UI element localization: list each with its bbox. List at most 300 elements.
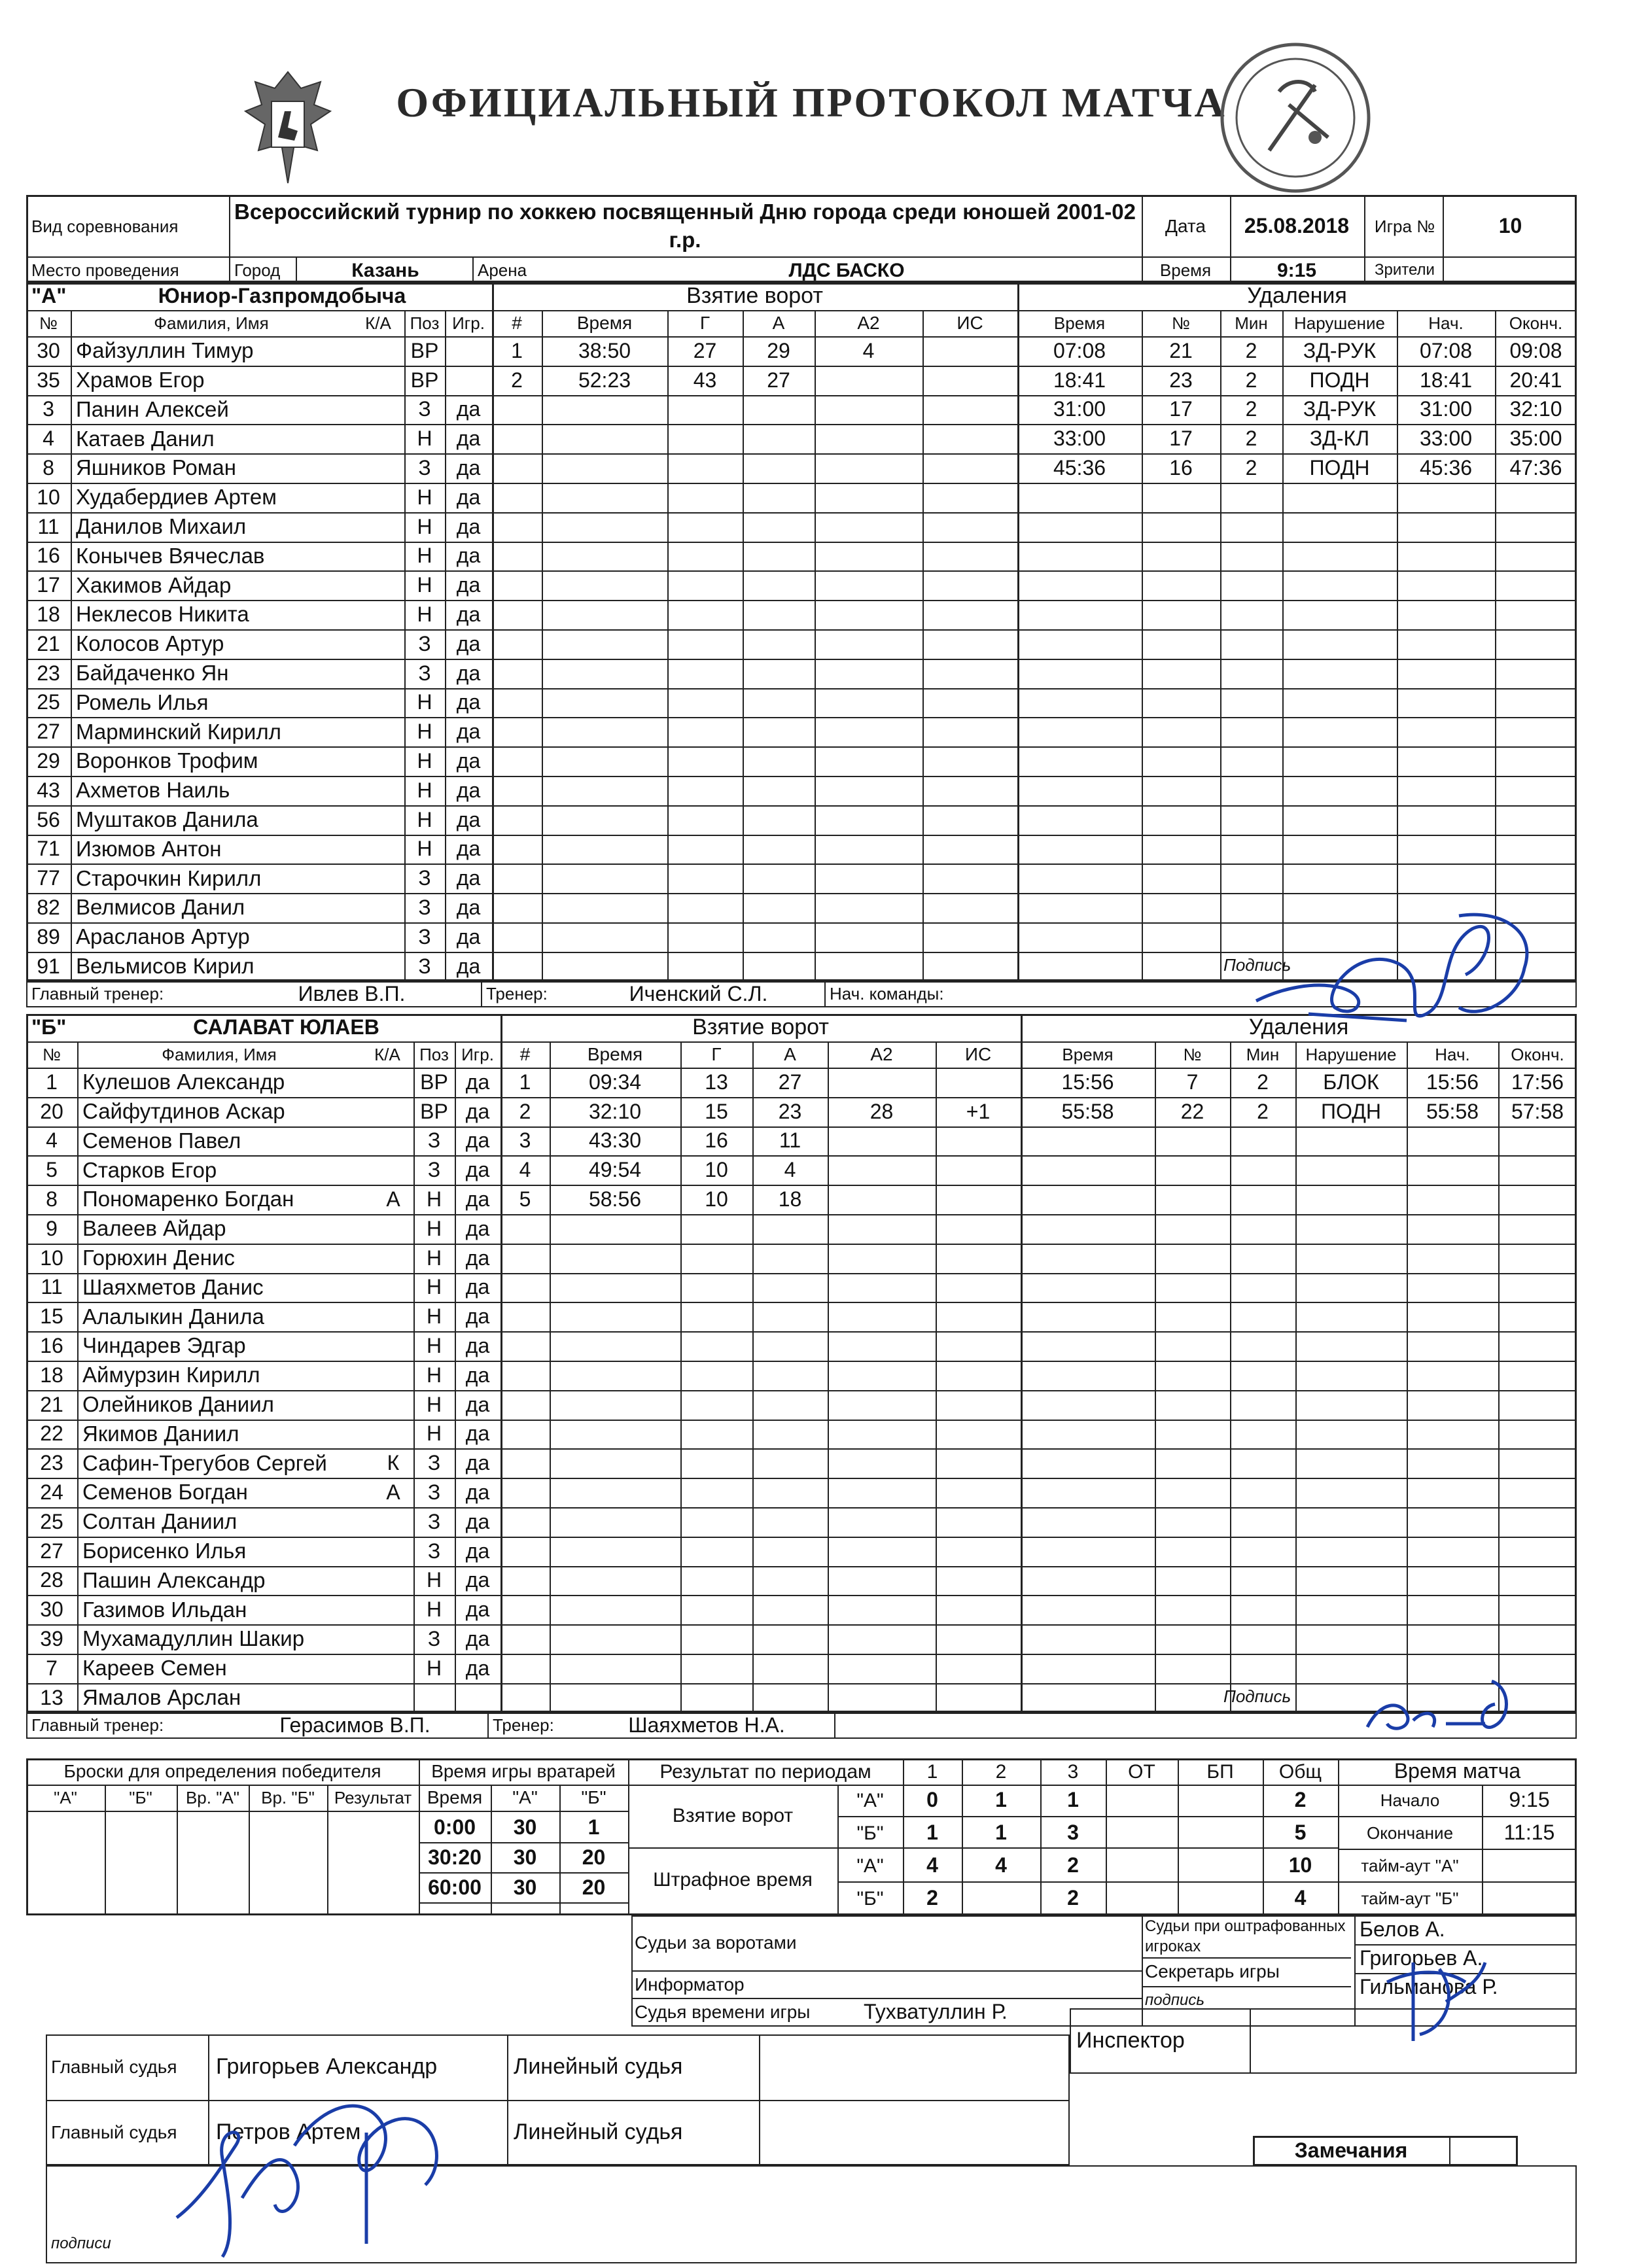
goal-time: 32:10 [588, 1099, 642, 1123]
player-captain-mark [365, 366, 403, 395]
goal-a2: 4 [862, 338, 875, 362]
periods-title: Результат по периодам [659, 1760, 871, 1783]
penalties-title: Удаления [1247, 283, 1347, 309]
grid-line [492, 483, 1017, 484]
grid-line [500, 1566, 1021, 1567]
player-played: да [465, 1304, 490, 1329]
grid-line [667, 310, 669, 981]
penalty-no: 17 [1169, 397, 1193, 421]
grid-line [1482, 1785, 1483, 1915]
team-letter: "А" [31, 284, 67, 308]
penalties-title: Удаления [1248, 1015, 1349, 1040]
player-position: З [427, 1128, 441, 1153]
player-number: 15 [40, 1304, 63, 1329]
player-name: Конычев Вячеслав [76, 543, 265, 568]
period-col-header: ОТ [1128, 1760, 1155, 1783]
penalty-inf: ПОДН [1309, 368, 1370, 392]
player-position: Н [426, 1363, 442, 1387]
player-played [445, 366, 492, 395]
player-number: 25 [40, 1509, 63, 1533]
goal-n: 2 [519, 1099, 531, 1123]
player-played: да [465, 1509, 490, 1533]
period-score-cell: 5 [1294, 1821, 1307, 1845]
player-position: Н [426, 1216, 442, 1240]
player-played: да [456, 631, 481, 655]
player-name: Марминский Кирилл [76, 719, 281, 744]
signature-label: Подпись [1223, 955, 1291, 975]
goal-a2 [828, 1068, 936, 1097]
goal-n: 2 [511, 368, 523, 392]
player-name: Газимов Ильдан [82, 1597, 247, 1622]
player-number: 4 [46, 1128, 58, 1153]
grid-line [1155, 1041, 1156, 1713]
period-score-cell: 1 [1067, 1788, 1079, 1812]
player-position: З [418, 895, 431, 919]
secretary-signature-icon [1374, 1943, 1492, 2054]
goal-col-header: А2 [870, 1043, 893, 1064]
penalty-no: 16 [1169, 455, 1193, 480]
shootout-col-header: Вр. "Б" [261, 1787, 315, 1807]
penalty-min: 2 [1245, 455, 1257, 480]
period-score-cell: 1 [995, 1788, 1007, 1812]
col-no-header: № [43, 1044, 61, 1064]
penalty-end: 35:00 [1509, 427, 1562, 451]
player-number: 35 [37, 368, 60, 392]
penalty-inf: ПОДН [1309, 455, 1370, 480]
penalty-col-header: Оконч. [1509, 313, 1563, 333]
goal-a: 11 [779, 1128, 801, 1153]
head-coach-label: Главный тренер: [31, 984, 164, 1004]
player-position: Н [426, 1392, 442, 1416]
player-played: да [465, 1128, 490, 1153]
player-name: Файзуллин Тимур [76, 338, 254, 363]
penalty-end: 57:58 [1511, 1099, 1564, 1123]
grid-line [500, 1683, 1021, 1684]
grid-line [1021, 1595, 1577, 1596]
player-captain-mark [374, 1273, 412, 1302]
period-score-cell [1178, 1883, 1263, 1914]
player-played: да [465, 1451, 490, 1475]
referee-2-label: Главный судья [51, 2121, 177, 2142]
head-coach-value: Герасимов В.П. [279, 1713, 430, 1737]
goal-col-header: А [772, 312, 785, 333]
penalty-no: 22 [1180, 1099, 1204, 1123]
linesman-2-label: Линейный судья [514, 2120, 683, 2145]
goal-a: 29 [767, 338, 790, 362]
period-score-cell [1106, 1817, 1178, 1849]
player-played: да [465, 1363, 490, 1387]
period-col-header: 3 [1067, 1760, 1079, 1783]
head-coach-value: Ивлев В.П. [298, 982, 406, 1005]
grid-line [1021, 1302, 1577, 1303]
sign-label: подпись [1145, 1991, 1204, 2009]
goal-a: 27 [778, 1070, 802, 1094]
player-played [455, 1683, 500, 1713]
penalty-col-header: Нач. [1435, 1044, 1470, 1064]
penalty-min: 2 [1245, 397, 1257, 421]
goal-is [936, 1126, 1021, 1156]
grid-line [1017, 659, 1577, 660]
player-position: З [427, 1451, 441, 1475]
player-played: да [456, 455, 481, 480]
penalty-col-header: Мин [1235, 313, 1268, 333]
player-number: 11 [41, 1275, 63, 1299]
referee-1-name: Григорьев Александр [216, 2054, 438, 2080]
shootout-col-header: Результат [334, 1787, 412, 1807]
player-number: 82 [37, 895, 60, 919]
spectators-label: Зрители [1375, 260, 1435, 279]
player-name: Пашин Александр [82, 1567, 266, 1592]
player-captain-mark [365, 336, 403, 366]
player-position: Н [426, 1246, 442, 1270]
player-name: Байдаченко Ян [76, 661, 229, 686]
grid-line [1021, 1537, 1577, 1538]
player-captain-mark [374, 1244, 412, 1273]
player-name: Алалыкин Данила [82, 1304, 264, 1329]
player-played: да [456, 866, 481, 890]
goalie-col-header: Время [427, 1787, 483, 1807]
goal-g: 13 [705, 1070, 728, 1094]
informer-label: Информатор [635, 1974, 745, 1995]
player-played: да [456, 602, 481, 626]
player-name: Панин Алексей [76, 396, 229, 421]
venue-label: Место проведения [31, 260, 179, 280]
goal-is: +1 [966, 1099, 991, 1123]
period-row-team: "Б" [856, 1822, 884, 1844]
player-number: 29 [37, 748, 60, 773]
grid-line [542, 310, 543, 981]
grid-line [1017, 864, 1577, 865]
time-label: Время [1159, 260, 1212, 280]
grid-line [1021, 1155, 1577, 1157]
player-name: Муштаков Данила [76, 807, 258, 832]
grid-line [500, 1331, 1021, 1333]
player-name: Мухамадуллин Шакир [82, 1626, 305, 1651]
player-played: да [456, 514, 481, 538]
player-name: Кареев Семен [82, 1656, 227, 1681]
grid-line [419, 1811, 628, 1812]
player-position: З [418, 924, 431, 949]
penalty-min: 2 [1245, 368, 1257, 392]
player-position: З [427, 1509, 441, 1533]
player-number: 27 [37, 720, 60, 744]
goalie-time-cell: 60:00 [428, 1875, 482, 1900]
goalie-time-title: Время игры вратарей [431, 1760, 616, 1781]
player-played: да [465, 1656, 490, 1680]
grid-line [1230, 1041, 1231, 1713]
signature-label: Подпись [1223, 1686, 1291, 1707]
player-number: 24 [40, 1480, 63, 1504]
player-played: да [456, 661, 481, 685]
goal-col-header: А [784, 1043, 796, 1064]
goal-time: 43:30 [588, 1128, 642, 1153]
player-name: Арасланов Артур [76, 924, 250, 949]
player-played: да [456, 573, 481, 597]
player-played: да [456, 397, 481, 421]
grid-line [1017, 835, 1577, 836]
player-captain-mark [374, 1507, 412, 1537]
period-score-cell: 1 [995, 1821, 1007, 1845]
period-score-cell: 4 [1294, 1886, 1307, 1910]
grid-line [1017, 542, 1577, 543]
player-position: ВР [420, 1099, 448, 1123]
player-captain-mark: А [386, 1480, 400, 1504]
grid-line [1021, 1273, 1577, 1274]
city-value: Казань [351, 259, 419, 281]
grid-line [1021, 1448, 1577, 1450]
player-played: да [465, 1392, 490, 1416]
player-position: Н [426, 1568, 442, 1592]
player-played: да [465, 1568, 490, 1592]
competition-label: Вид соревнования [31, 216, 179, 236]
goal-a: 27 [767, 368, 790, 392]
player-position: Н [417, 573, 432, 597]
grid-line [834, 1713, 835, 1739]
grid-line [1017, 776, 1577, 777]
goal-n: 5 [519, 1187, 531, 1211]
grid-line [500, 1244, 1021, 1245]
penalty-time: 55:58 [1061, 1099, 1114, 1123]
match-time-label: тайм-аут "Б" [1361, 1888, 1459, 1908]
goalie-time-cell: 20 [582, 1875, 606, 1900]
coach-label: Тренер: [486, 984, 548, 1004]
player-name: Борисенко Илья [82, 1539, 247, 1563]
period-row-team: "А" [856, 1855, 884, 1877]
coach-value: Шаяхметов Н.А. [628, 1713, 785, 1737]
penalty-start: 45:36 [1419, 455, 1473, 480]
goal-is [922, 336, 1017, 366]
goal-col-header: Г [711, 1043, 722, 1064]
goal-a: 23 [778, 1099, 802, 1123]
player-played: да [465, 1539, 490, 1563]
player-played: да [465, 1422, 490, 1446]
player-position: Н [417, 720, 432, 744]
goal-n: 4 [519, 1158, 531, 1182]
goal-col-header: ИС [964, 1043, 992, 1064]
player-number: 56 [37, 807, 60, 831]
player-captain-mark [374, 1126, 412, 1156]
player-name: Шаяхметов Данис [82, 1274, 264, 1299]
period-col-header: БП [1206, 1760, 1234, 1783]
grid-line [1021, 1214, 1577, 1215]
period-score-cell [962, 1883, 1040, 1914]
player-name: Семенов Павел [82, 1128, 241, 1153]
player-captain-mark [374, 1302, 412, 1331]
player-captain-mark [365, 395, 403, 425]
player-played: да [456, 837, 481, 861]
player-number: 21 [40, 1392, 63, 1416]
grid-line [492, 395, 1017, 396]
penalty-inf: ЗД-КЛ [1309, 427, 1370, 451]
player-name: Колосов Артур [76, 631, 224, 656]
player-name: Ахметов Наиль [76, 778, 230, 803]
grid-line [492, 776, 1017, 777]
player-played: да [456, 924, 481, 949]
player-captain-mark [374, 1068, 412, 1097]
match-time-label: тайм-аут "А" [1361, 1855, 1459, 1875]
penalty-col-header: № [1172, 313, 1190, 333]
penalty-min: 2 [1245, 338, 1257, 362]
grid-line [1021, 1244, 1577, 1245]
goal-judges-label: Судьи за воротами [635, 1932, 797, 1953]
col-name-header: Фамилия, Имя [162, 1044, 277, 1064]
grid-line [492, 835, 1017, 836]
match-time-value [1482, 1850, 1577, 1881]
goal-time: 58:56 [588, 1187, 642, 1211]
penalty-end: 09:08 [1509, 338, 1562, 362]
grid-line [1295, 1041, 1297, 1713]
player-captain-mark [365, 952, 403, 981]
period-score-cell: 2 [1294, 1788, 1307, 1812]
player-position: З [427, 1158, 441, 1182]
player-number: 27 [40, 1539, 63, 1563]
grid-line [177, 1785, 178, 1915]
player-name: Ромель Илья [76, 689, 209, 714]
grid-line [1021, 1126, 1577, 1128]
match-time-label: Начало [1380, 1790, 1440, 1810]
penalty-col-header: Мин [1246, 1044, 1280, 1064]
goal-col-header: # [519, 1043, 531, 1064]
federation-emblem-icon [236, 65, 340, 190]
match-time-title: Время матча [1394, 1759, 1521, 1783]
grid-line [1021, 1624, 1577, 1626]
shootout-col-header: Вр. "А" [185, 1787, 240, 1807]
period-score-cell [1106, 1883, 1178, 1914]
grid-line [492, 864, 1017, 865]
grid-line [249, 1785, 250, 1915]
player-captain-mark [365, 542, 403, 571]
period-score-cell: 4 [926, 1853, 938, 1877]
goal-col-header: Время [587, 1043, 643, 1064]
grid-line [492, 717, 1017, 718]
competition-value: Всероссийский турнир по хоккею посвященный Дню города среди юношей 2001-02 г.р. [234, 200, 1136, 252]
player-played: да [465, 1333, 490, 1357]
player-number: 4 [43, 427, 54, 451]
goalie-time-cell: 20 [582, 1845, 606, 1870]
penalty-end: 47:36 [1509, 455, 1562, 480]
player-number: 39 [40, 1626, 63, 1650]
col-ka-header: К/А [374, 1044, 400, 1064]
grid-line [1449, 2136, 1450, 2166]
grid-line [500, 1624, 1021, 1626]
grid-line [1021, 1478, 1577, 1479]
grid-line [492, 542, 1017, 543]
goal-is [936, 1185, 1021, 1214]
remarks-label: Замечания [1294, 2138, 1408, 2163]
grid-line [492, 659, 1017, 660]
grid-line [500, 1537, 1021, 1538]
grid-line [500, 1361, 1021, 1362]
player-played: да [465, 1187, 490, 1211]
player-number: 23 [37, 661, 60, 685]
player-name: Данилов Михаил [76, 514, 247, 539]
player-played: да [456, 690, 481, 714]
timekeeper-value: Тухватуллин Р. [864, 2000, 1008, 2024]
player-position: Н [417, 690, 432, 714]
player-number: 77 [37, 866, 60, 890]
player-position: З [418, 661, 431, 685]
player-position: Н [417, 544, 432, 568]
period-score-cell [1178, 1785, 1263, 1816]
linesman-1-label: Линейный судья [514, 2054, 683, 2080]
player-position: З [418, 455, 431, 480]
grid-line [26, 1811, 419, 1812]
goalie-time-cell: 30 [513, 1845, 537, 1870]
grid-line [815, 310, 816, 981]
grid-line [500, 1478, 1021, 1479]
player-number: 18 [40, 1363, 63, 1387]
grid-line [492, 600, 1017, 601]
player-name: Сайфутдинов Аскар [82, 1099, 285, 1124]
penalty-no: 23 [1169, 368, 1193, 392]
player-number: 13 [40, 1685, 63, 1709]
penalty-col-header: № [1183, 1044, 1202, 1064]
player-played: да [465, 1275, 490, 1299]
player-played: да [456, 544, 481, 568]
spectators-value [1444, 258, 1577, 283]
team-letter: "Б" [31, 1015, 67, 1039]
grid-line [922, 310, 924, 981]
player-position: ВР [420, 1070, 448, 1094]
shootout-title: Броски для определения победителя [63, 1760, 381, 1781]
grid-line [492, 424, 1017, 425]
player-position: Н [417, 602, 432, 626]
grid-line [492, 512, 1017, 514]
goal-time: 49:54 [588, 1158, 642, 1182]
team-name: Юниор-Газпромдобыча [158, 284, 406, 308]
player-number: 20 [40, 1099, 63, 1123]
player-name: Чиндарев Эдгар [82, 1333, 246, 1358]
grid-line [1021, 1654, 1577, 1655]
player-played: да [465, 1626, 490, 1650]
grid-line [1021, 1420, 1577, 1421]
col-igr-header: Игр. [461, 1044, 494, 1064]
player-number: 22 [40, 1422, 63, 1446]
penalty-col-header: Нарушение [1305, 1044, 1397, 1064]
referee-1-label: Главный судья [51, 2056, 177, 2077]
penalty-no: 7 [1186, 1070, 1199, 1094]
player-name: Солтан Даниил [82, 1509, 237, 1534]
goal-time: 09:34 [588, 1070, 642, 1094]
grid-line [492, 952, 1017, 953]
player-captain-mark [374, 1654, 412, 1683]
player-position: З [418, 631, 431, 655]
period-col-header: Общ [1278, 1760, 1322, 1783]
player-captain-mark [365, 629, 403, 659]
player-number: 30 [37, 338, 60, 362]
penalty-start: 15:56 [1426, 1070, 1479, 1094]
player-captain-mark [365, 864, 403, 893]
goals-title: Взятие ворот [686, 283, 823, 309]
player-number: 30 [40, 1597, 63, 1622]
coach-value: Иченский С.Л. [629, 982, 768, 1005]
grid-line [500, 1420, 1021, 1421]
player-number: 7 [46, 1656, 58, 1680]
player-position: Н [417, 514, 432, 538]
grid-line [1021, 1361, 1577, 1362]
penalty-start: 31:00 [1419, 397, 1473, 421]
grid-line [492, 629, 1017, 631]
player-position: Н [417, 807, 432, 831]
player-name: Старочкин Кирилл [76, 865, 262, 890]
grid-line [492, 570, 1017, 572]
player-position: Н [417, 778, 432, 802]
player-number: 10 [40, 1246, 63, 1270]
grid-line [500, 1302, 1021, 1303]
player-captain-mark [365, 893, 403, 922]
goal-g: 10 [705, 1187, 728, 1211]
match-time-value: 9:15 [1509, 1788, 1550, 1812]
